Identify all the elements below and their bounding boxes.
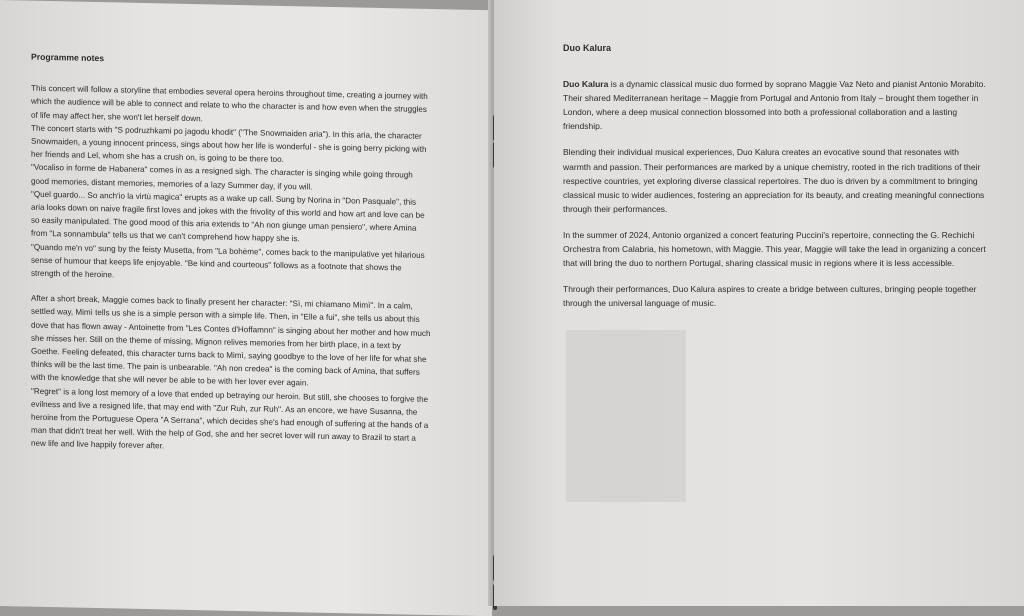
page-shadow: [566, 330, 686, 502]
notes-paragraph: "Vocaliso in forme de Habanera" comes in as a resigned sigh. The character is singing while going through good memories, distant memories, memories of a lazy Summer day, if you will.: [31, 163, 413, 192]
notes-paragraph: The concert starts with "S podruzhkami po jagodu khodit" ("The Snowmaiden aria"). In this aria, the character Snowmaiden, a young innocent princess, sings about how her life is wonderful - she is going berry picking with her friends and Lel, whom she has a crush on, is going to be there too.: [31, 123, 427, 165]
duo-kalura-bio: [563, 41, 988, 322]
bio-paragraph: Through their performances, Duo Kalura aspires to create a bridge between cultures, bringing people together through the universal language of music.: [563, 284, 977, 309]
bio-intro-name: Duo Kalura: [563, 79, 609, 90]
bio-paragraph: In the summer of 2024, Antonio organized a concert featuring Puccini's repertoire, connecting the G. Rechichi Orchestra from Calabria, his hometown, with Maggie. This year, Maggie will take the lead in organizing a concert that will bring the duo to northern Portugal, sharing classical music in regions where it is less accessible.: [563, 229, 986, 269]
left-page: [0, 0, 492, 616]
notes-paragraph: "Regret" is a long lost memory of a love that ended up betraying our heroin. But still, she chooses to forgive the evilness and live a resigned life, that may end with "Zur Ruh, zur Ruh". As an encore, we have Susanna, the heroine from the Portuguese Opera "A Serrana", which decides she's had enough of suffering at the hands of a man that didn't treat her well. With the help of God, she and her secret lover will run away to Brazil to start a new life and live happily forever after.: [31, 386, 429, 451]
bio-intro-text: is a dynamic classical music duo formed by soprano Maggie Vaz Neto and pianist Antonio Morabito. Their shared Mediterranean heritage – Maggie from Portugal and Antonio from Italy – brought them together in London, where a deep musical connection blossomed into both a professional collaboration and a lasting friendship.: [563, 79, 986, 132]
notes-paragraph: "Quel guardo... So anch'io la virtù magica" erupts as a wake up call. Sung by Norina in "Don Pasquale", this aria looks down on naive fragile first loves and jokes with the frivolity of this world and how art and love can be so easily manipulated. The good mood of this aria extends to "Ah non giunge uman pensiero", where Amina from "La sonnambula" tells us that we can't comprehend how happy she is.: [31, 189, 425, 244]
bio-title: Duo Kalura: [563, 43, 612, 53]
programme-notes: [31, 51, 431, 459]
notes-paragraph: After a short break, Maggie comes back to finally present her character: "Sì, mi chiamano Mimì". In a calm, settled way, Mimì tells us she is a simple person with a simple life. Then, in "Elle a fui", she tells us about this dove that has flown away - Antoinette from "Les Contes d'Hoffamnn" is singing about her mother and how much she misses her. Still on the theme of missing, Mignon relives memories from her birth place, in a text by Goethe. Feeling defeated, this character turns back to Mimì, saying goodbye to the love of her life for what she thinks will be the last time. The pain is unbearable. "Ah non credea" is the coming back of Amina, that suffers with the knowledge that she will never be able to be with her lover ever again.: [31, 293, 431, 388]
notes-paragraph: "Quando me'n vo" sung by the feisty Musetta, from "La bohème", comes back to the manipulative yet hilarious sense of humour that keeps life enjoyable. "Be kind and courteous" follows as a footnote that shows the strength of the heroine.: [31, 242, 425, 280]
bio-paragraph: Blending their individual musical experiences, Duo Kalura creates an evocative sound that resonates with warmth and passion. Their performances are marked by a unique chemistry, rooted in the rich traditions of their respective countries, yet exploring diverse classical repertoires. The duo is driven by a commitment to bringing classical music to wider audiences, fostering an appreciation for its beauty, and creating meaningful connections through their performances.: [563, 147, 985, 214]
bio-intro: [563, 77, 988, 133]
programme-notes-title: Programme notes: [31, 51, 105, 64]
notes-paragraph: This concert will follow a storyline that embodies several opera heroins throughout time, creating a journey with which the audience will be able to connect and relate to who the character is and how even when the struggles of life may affect her, she won't let herself down.: [31, 83, 428, 123]
